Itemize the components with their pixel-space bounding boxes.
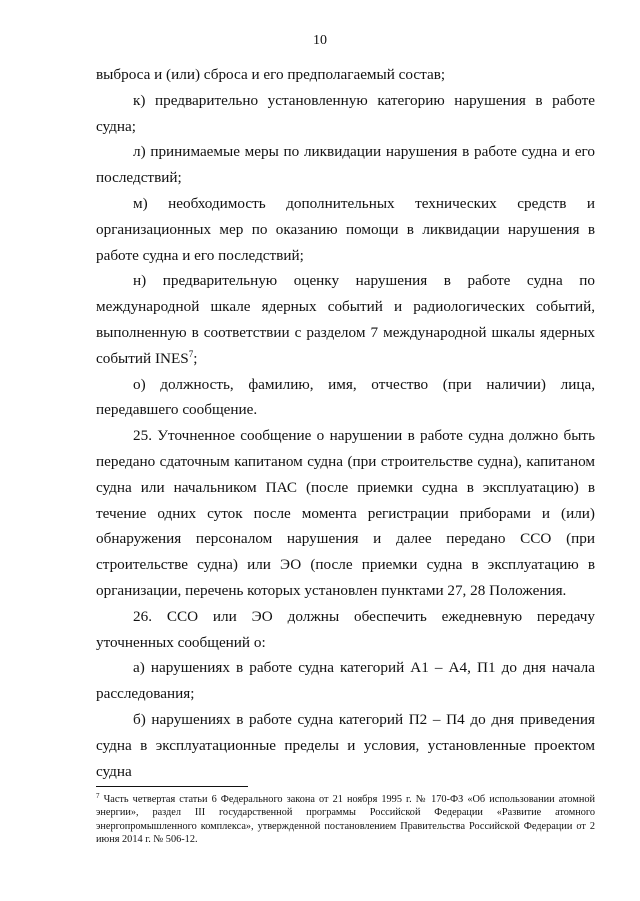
footnote-body [96,793,595,846]
list-item-n-end: ; [193,349,198,367]
list-item-b: б) нарушениях в работе судна категорий П2 – П4 до дня приведения судна в эксплуатационные пределы и условия, установленные проектом судна [96,710,595,780]
page-number: 10 [313,33,327,48]
list-item-n-text: н) предварительную оценку нарушения в работе судна по международной шкале ядерных событий и радиологических событий, выполненную в соответствии с разделом 7 международной шкалы ядерных событий INES [96,272,595,367]
clause-25: 25. Уточненное сообщение о нарушении в работе судна должно быть передано сдаточным капитаном судна (при строительстве судна), капитаном судна или начальником ПАС (после приемки судна в эксплуатацию) в течение одних суток после момента регистрации приборами и (или) обнаружения персоналом нарушения и далее передано ССО (при строительстве судна) или ЭО (после приемки судна в эксплуатацию в организации, перечень которых установлен пунктами 27, 28 Положения. [96,427,595,599]
list-item-a: а) нарушениях в работе судна категорий А1 – А4, П1 до дня начала расследования; [96,659,595,703]
footnote-reference[interactable]: 7 [188,348,194,359]
footnote-divider [96,786,248,787]
footnote [96,793,595,846]
list-item-n [96,268,595,371]
list-item-l: л) принимаемые меры по ликвидации нарушения в работе судна и его последствий; [96,143,595,187]
footnote-marker: 7 [96,792,100,800]
footnote-text: Часть четвертая статьи 6 Федерального закона от 21 ноября 1995 г. № 170-ФЗ «Об использовании атомной энергии», раздел III государственной программы Российской Федерации «Развитие атомного энергопромышленного комплекса», утвержденной постановлением Правительства Российской Федерации от 2 июня 2014 г. № 506-12. [96,794,596,845]
list-item-o: о) должность, фамилию, имя, отчество (при наличии) лица, передавшего сообщение. [96,375,595,419]
list-item-m: м) необходимость дополнительных технических средств и организационных мер по оказанию помощи в ликвидации нарушения в работе судна и его последствий; [96,194,595,264]
list-item-k: к) предварительно установленную категорию нарушения в работе судна; [96,91,595,135]
clause-26: 26. ССО или ЭО должны обеспечить ежедневную передачу уточненных сообщений о: [96,607,595,651]
body-text [96,62,595,784]
paragraph-continuation: выброса и (или) сброса и его предполагаемый состав; [96,66,446,83]
